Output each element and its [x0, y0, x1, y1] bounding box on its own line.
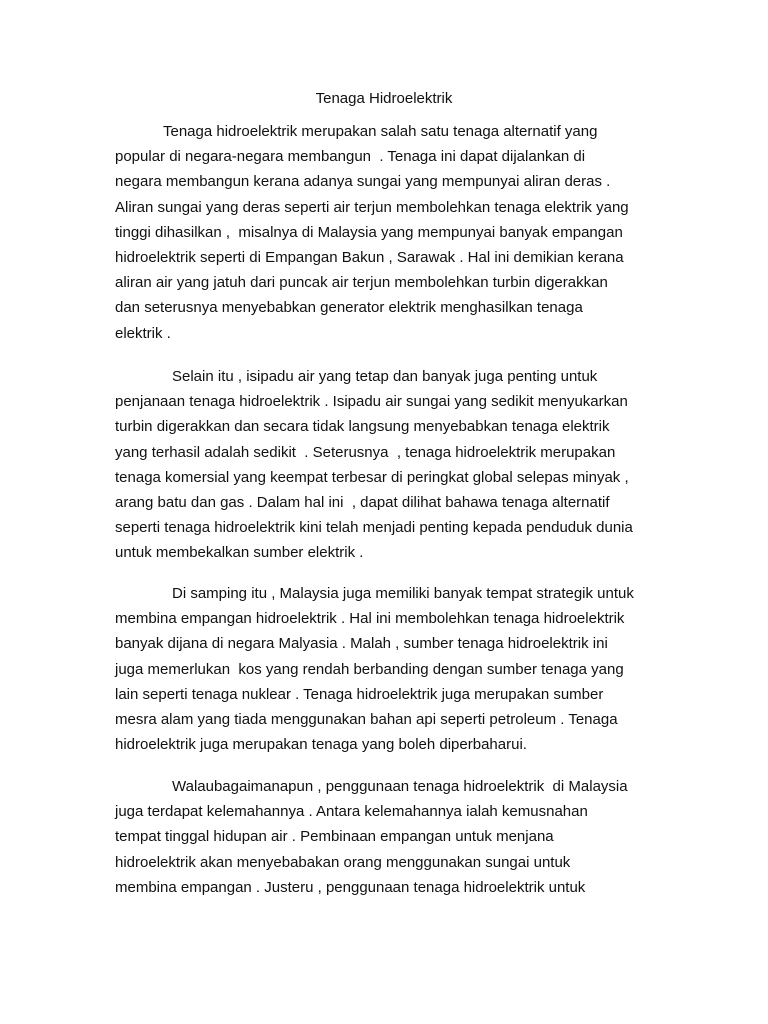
paragraph-4 [115, 774, 675, 900]
text-line: tinggi dihasilkan , misalnya di Malaysia yang mempunyai banyak empangan [115, 223, 623, 241]
text-line: tenaga komersial yang keempat terbesar di peringkat global selepas minyak , [115, 468, 629, 486]
text-line: turbin digerakkan dan secara tidak langsung menyebabkan tenaga elektrik [115, 418, 610, 436]
text-line: tempat tinggal hidupan air . Pembinaan empangan untuk menjana [115, 828, 554, 846]
text-line: untuk membekalkan sumber elektrik . [115, 544, 364, 562]
text-line: dan seterusnya menyebabkan generator elektrik menghasilkan tenaga [115, 299, 583, 317]
text-line: mesra alam yang tiada menggunakan bahan api seperti petroleum . Tenaga [115, 710, 618, 728]
text-line: negara membangun kerana adanya sungai yang mempunyai aliran deras . [115, 173, 611, 191]
text-line: hidroelektrik juga merupakan tenaga yang boleh diperbaharui. [115, 736, 527, 754]
text-line: Walaubagaimanapun , penggunaan tenaga hidroelektrik di Malaysia [172, 778, 628, 795]
text-line: seperti tenaga hidroelektrik kini telah menjadi penting kepada penduduk dunia [115, 519, 633, 537]
text-line: banyak dijana di negara Malyasia . Malah , sumber tenaga hidroelektrik ini [115, 635, 608, 653]
text-line: Di samping itu , Malaysia juga memiliki banyak tempat strategik untuk [172, 585, 634, 602]
text-line: juga terdapat kelemahannya . Antara kelemahannya ialah kemusnahan [115, 803, 588, 821]
text-line: popular di negara-negara membangun . Tenaga ini dapat dijalankan di [115, 148, 586, 166]
text-line: hidroelektrik seperti di Empangan Bakun , Sarawak . Hal ini demikian kerana [115, 248, 624, 266]
text-line: hidroelektrik akan menyebabakan orang menggunakan sungai untuk [115, 853, 571, 871]
text-line: juga memerlukan kos yang rendah berbanding dengan sumber tenaga yang [115, 660, 624, 678]
paragraph-3 [115, 581, 675, 757]
paragraph-1 [115, 119, 675, 346]
text-line: penjanaan tenaga hidroelektrik . Isipadu air sungai yang sedikit menyukarkan [115, 393, 628, 411]
text-line: Aliran sungai yang deras seperti air terjun membolehkan tenaga elektrik yang [115, 198, 629, 216]
text-line: arang batu dan gas . Dalam hal ini , dapat dilihat bahawa tenaga alternatif [115, 493, 610, 511]
text-line: yang terhasil adalah sedikit . Seterusnya , tenaga hidroelektrik merupakan [115, 443, 616, 461]
text-line: Tenaga hidroelektrik merupakan salah satu tenaga alternatif yang [163, 123, 598, 140]
text-line: Selain itu , isipadu air yang tetap dan banyak juga penting untuk [172, 368, 598, 385]
text-line: aliran air yang jatuh dari puncak air terjun membolehkan turbin digerakkan [115, 274, 608, 292]
text-line: membina empangan hidroelektrik . Hal ini membolehkan tenaga hidroelektrik [115, 610, 625, 628]
text-line: lain seperti tenaga nuklear . Tenaga hidroelektrik juga merupakan sumber [115, 685, 604, 703]
text-line: membina empangan . Justeru , penggunaan tenaga hidroelektrik untuk [115, 878, 586, 896]
document-title: Tenaga Hidroelektrik [315, 90, 453, 107]
paragraph-2 [115, 364, 675, 566]
text-line: elektrik . [115, 324, 171, 342]
